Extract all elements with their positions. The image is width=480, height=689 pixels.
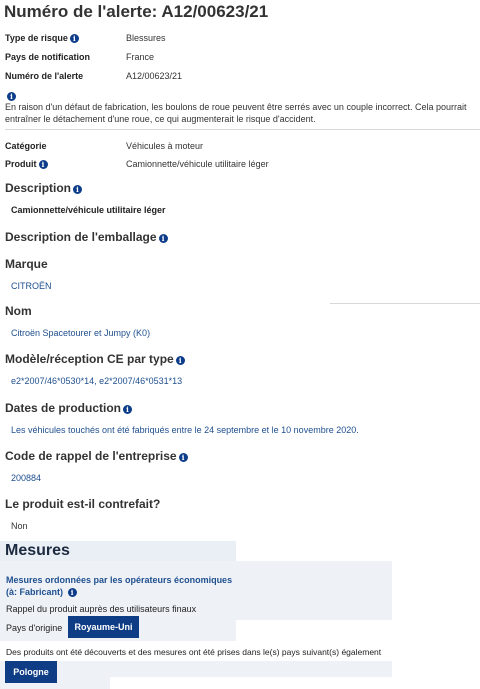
origin-label: Pays d'origine bbox=[6, 623, 63, 633]
section-heading-type-approval: Modèle/réception CE par type i bbox=[5, 352, 185, 366]
section-heading-recall-code: Code de rappel de l'entreprise i bbox=[5, 449, 188, 463]
type-approval-value: e2*2007/46*0530*14, e2*2007/46*0531*13 bbox=[11, 376, 183, 386]
name-value: Citroën Spacetourer et Jumpy (K0) bbox=[11, 328, 151, 338]
brand-value: CITROËN bbox=[11, 281, 52, 291]
info-icon[interactable]: i bbox=[179, 453, 188, 462]
field-label: Produit bbox=[5, 159, 37, 169]
section-heading-description: Description i bbox=[5, 181, 82, 195]
info-icon[interactable]: i bbox=[176, 356, 185, 365]
other-country-button[interactable]: Pologne bbox=[5, 661, 57, 683]
field-value: A12/00623/21 bbox=[126, 71, 183, 81]
section-heading-packaging: Description de l'emballage i bbox=[5, 230, 168, 244]
discovered-text: Des produits ont été découverts et des mesures ont été prises dans le(s) pays suivant(s) également bbox=[6, 647, 382, 657]
info-icon[interactable]: i bbox=[70, 34, 79, 43]
panel-gap bbox=[110, 677, 392, 689]
info-icon[interactable]: i bbox=[7, 92, 16, 101]
divider bbox=[5, 129, 480, 130]
measures-title: Mesures bbox=[5, 542, 70, 559]
field-label: Numéro de l'alerte bbox=[5, 71, 84, 81]
info-icon[interactable]: i bbox=[123, 405, 132, 414]
field-label: Catégorie bbox=[5, 141, 47, 151]
info-icon[interactable]: i bbox=[159, 234, 168, 243]
info-icon[interactable]: i bbox=[39, 160, 48, 169]
field-value: France bbox=[126, 52, 155, 62]
panel-gap bbox=[236, 620, 392, 642]
recall-text: Rappel du produit auprès des utilisateurs finaux bbox=[6, 604, 197, 614]
field-value: Blessures bbox=[126, 33, 166, 43]
field-value: Véhicules à moteur bbox=[126, 141, 204, 151]
section-heading-production-dates: Dates de production i bbox=[5, 401, 132, 415]
info-icon[interactable]: i bbox=[68, 588, 77, 597]
field-value: Camionnette/véhicule utilitaire léger bbox=[126, 159, 269, 169]
operator-measures-title: Mesures ordonnées par les opérateurs économiques (à: Fabricant) i bbox=[6, 575, 233, 597]
origin-country-button[interactable]: Royaume-Uni bbox=[68, 616, 139, 638]
description-value: Camionnette/véhicule utilitaire léger bbox=[11, 205, 166, 215]
counterfeit-value: Non bbox=[11, 521, 28, 531]
divider bbox=[330, 303, 480, 304]
section-heading-counterfeit: Le produit est-il contrefait? bbox=[5, 497, 161, 511]
risk-notice: En raison d'un défaut de fabrication, les boulons de roue peuvent être serrés avec un couple incorrect. Cela pourrait entraîner le détachement d'une roue, ce qui augmenterait le risque d'accident. bbox=[5, 102, 467, 124]
recall-code-value: 200884 bbox=[11, 473, 42, 483]
info-icon[interactable]: i bbox=[73, 185, 82, 194]
section-heading-name: Nom bbox=[5, 304, 32, 318]
section-heading-brand: Marque bbox=[5, 257, 48, 271]
page-title: Numéro de l'alerte: A12/00623/21 bbox=[4, 2, 269, 21]
production-dates-value: Les véhicules touchés ont été fabriqués entre le 24 septembre et le 10 novembre 2020. bbox=[11, 425, 359, 435]
field-label: Pays de notification bbox=[5, 52, 91, 62]
field-label: Type de risque bbox=[5, 33, 68, 43]
